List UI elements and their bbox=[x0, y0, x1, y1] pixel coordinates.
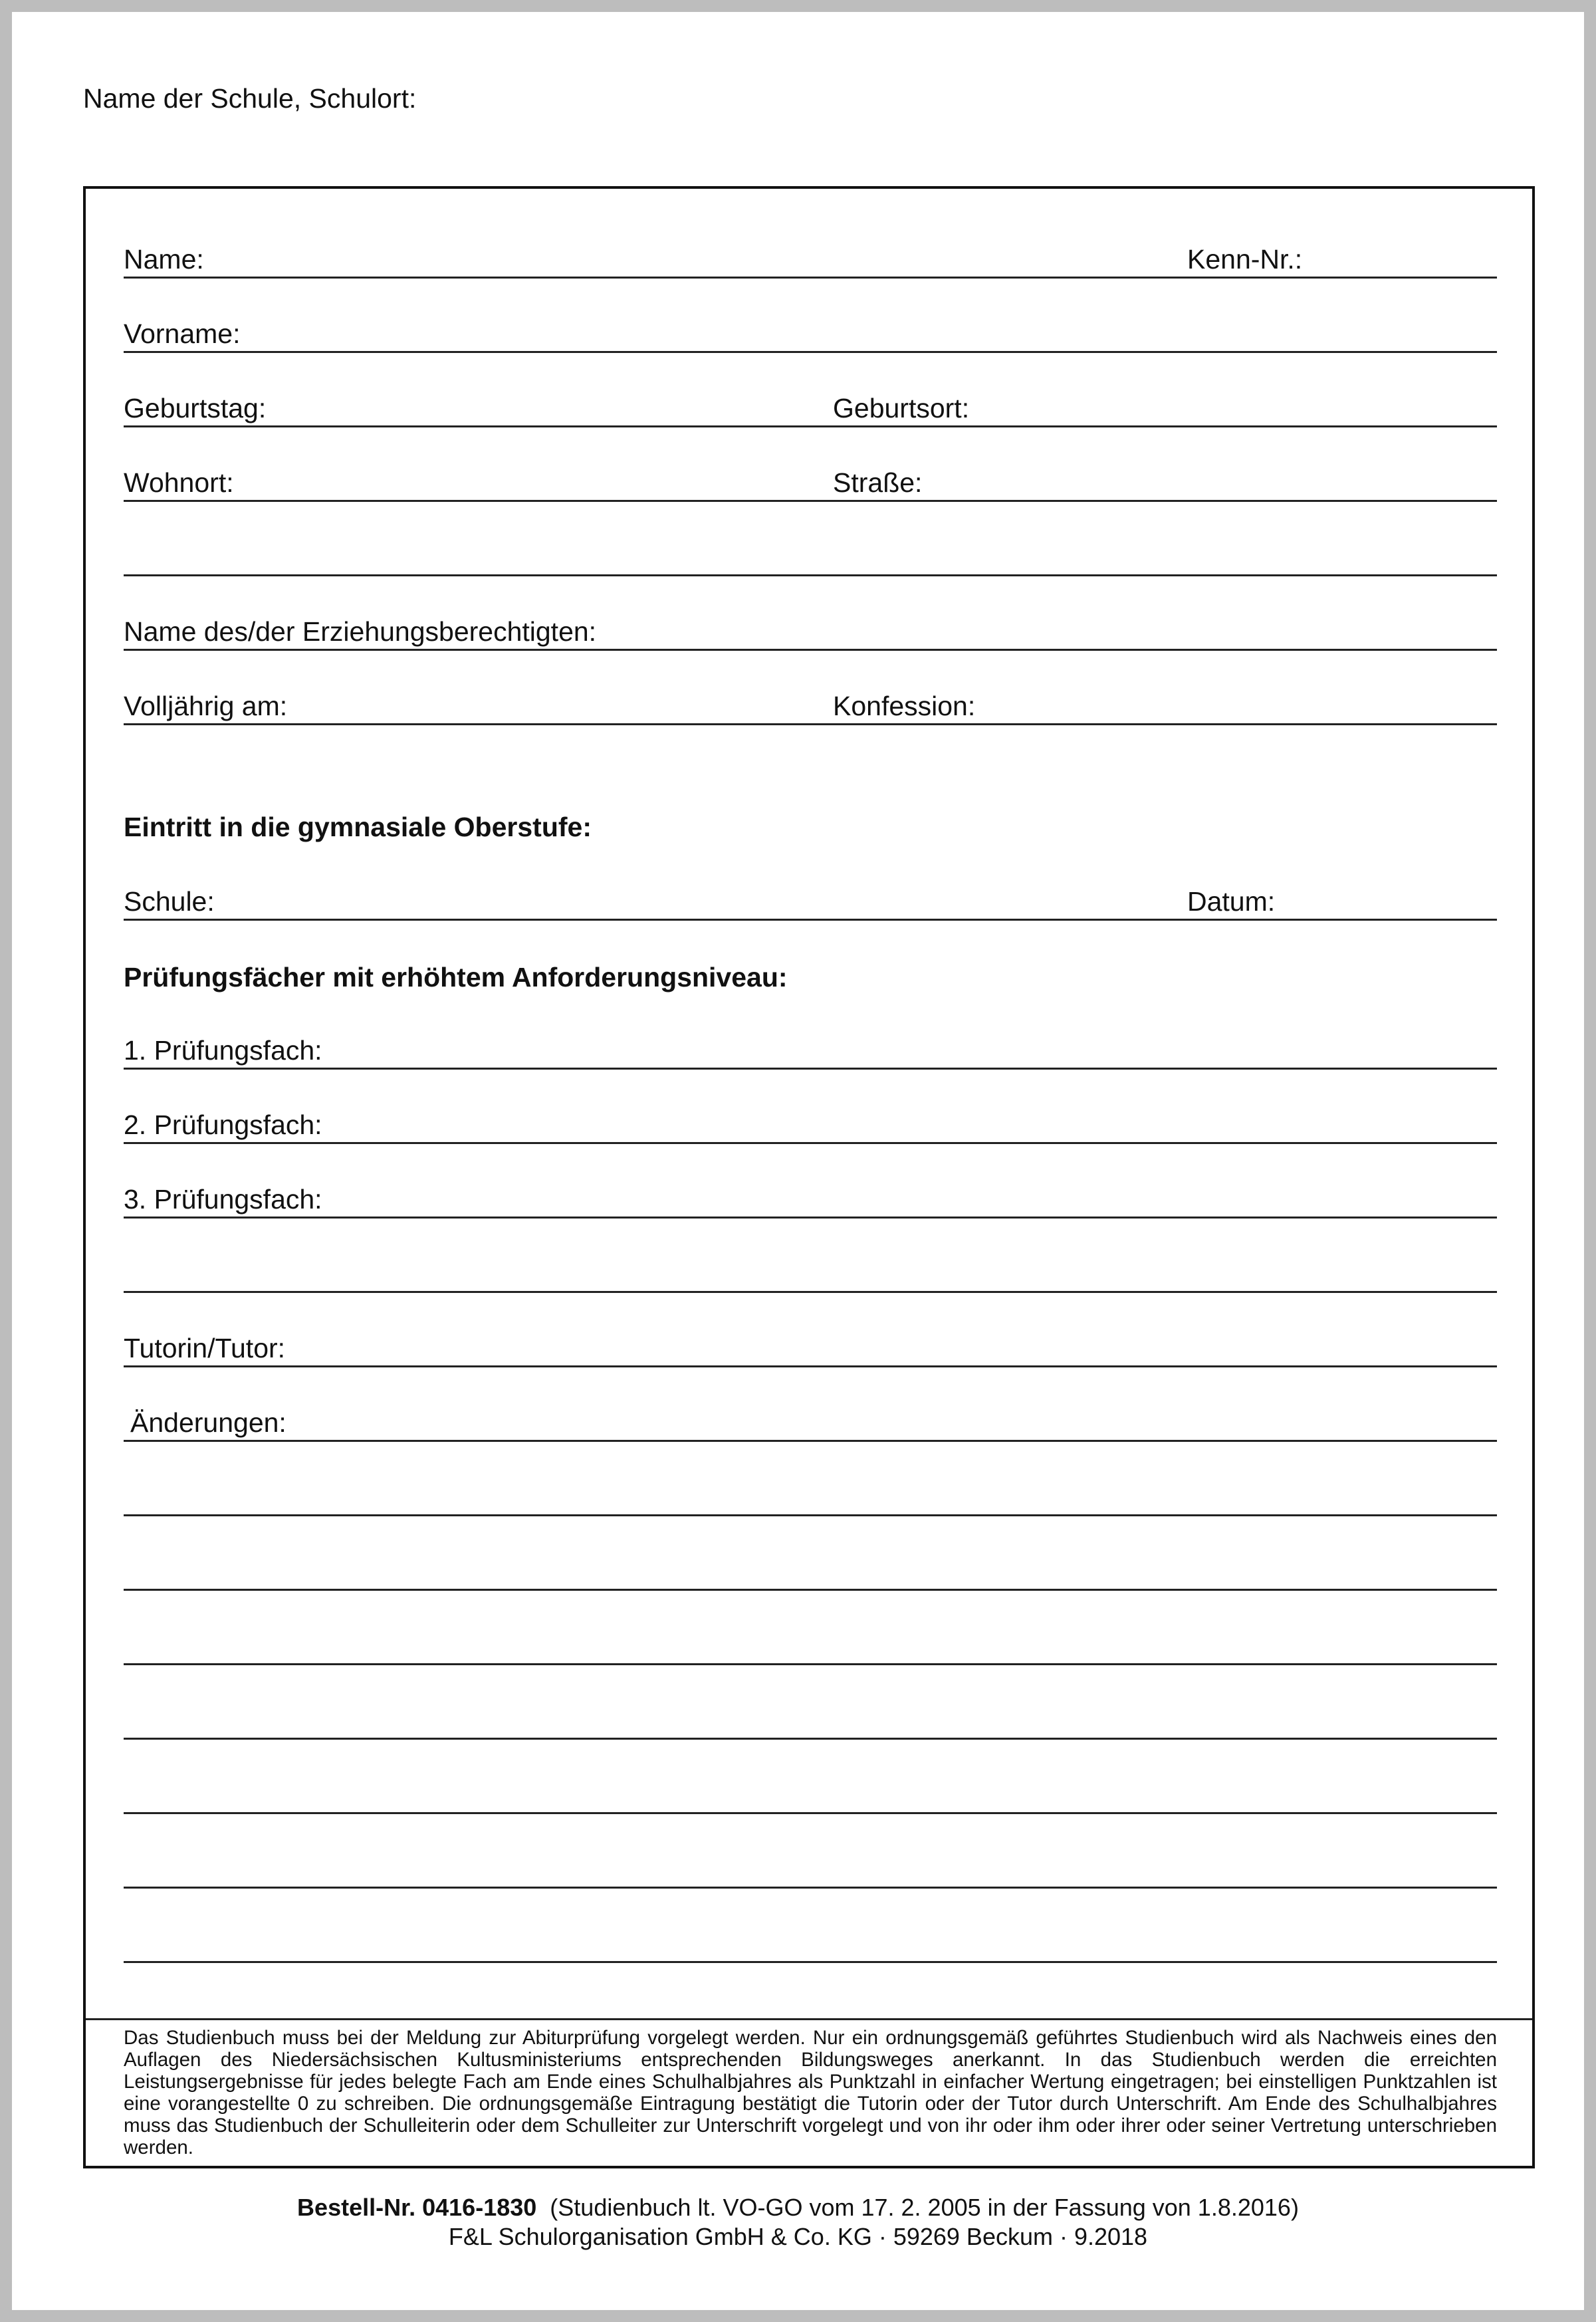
pruefungsfach-1-field[interactable] bbox=[124, 1010, 1497, 1070]
pruefungsfach-2-field[interactable] bbox=[124, 1084, 1497, 1144]
wohnort-label: Wohnort: bbox=[124, 467, 234, 498]
notice-text: Das Studienbuch muss bei der Meldung zur Abiturprüfung vorgelegt werden. Nur ein ordnungsgemäß geführtes Studienbuch wird als Nachweis eines den Auflagen des Niedersächsischen Kultusministeriums entsprechenden Bildungsweges anerkannt. In das Studienbuch werden die erreichten Leistungsergebnisse für jedes belegte Fach am Ende eines Schulhalbjahres als Punktzahl in einfacher Wertung eingetragen; bei einstelligen Punktzahlen ist eine vorangestellte 0 zu schreiben. Die ordnungsgemäße Eintragung bestätigt die Tutorin oder der Tutor durch Unterschrift. Am Ende des Schulhalbjahres muss das Studienbuch der Schulleiterin oder dem Schulleiter zur Unterschrift vorgelegt und von ihr oder ihm oder ihrer oder seiner Vertretung unterschrieben werden. bbox=[124, 2027, 1497, 2158]
eintritt-schule-field[interactable] bbox=[124, 861, 1497, 921]
geburt-field[interactable] bbox=[124, 368, 1497, 427]
aenderungen-field[interactable] bbox=[124, 1382, 1497, 1442]
vorname-field[interactable] bbox=[124, 293, 1497, 353]
pruefungsfach-3-label: 3. Prüfungsfach: bbox=[124, 1184, 322, 1215]
pruefungsfach-2-label: 2. Prüfungsfach: bbox=[124, 1109, 322, 1140]
tutor-label: Tutorin/Tutor: bbox=[124, 1333, 286, 1363]
aenderungen-line[interactable] bbox=[124, 1754, 1497, 1814]
aenderungen-line[interactable] bbox=[124, 1456, 1497, 1516]
pruefungsfaecher-heading: Prüfungsfächer mit erhöhtem Anforderungsniveau: bbox=[124, 962, 788, 992]
aenderungen-label: Änderungen: bbox=[130, 1407, 286, 1438]
wohnort-field[interactable] bbox=[124, 442, 1497, 502]
schule-label: Schule: bbox=[124, 886, 215, 917]
pruefungsfach-3-field[interactable] bbox=[124, 1159, 1497, 1219]
erziehungsberechtigte-field[interactable] bbox=[124, 591, 1497, 651]
volljaehrig-label: Volljährig am: bbox=[124, 691, 288, 721]
aenderungen-line[interactable] bbox=[124, 1829, 1497, 1889]
kenn-nr-label: Kenn-Nr.: bbox=[1187, 244, 1303, 275]
student-record-frame bbox=[83, 186, 1535, 2168]
geburtsort-label: Geburtsort: bbox=[833, 393, 970, 423]
aenderungen-line[interactable] bbox=[124, 1903, 1497, 1963]
school-name-label: Name der Schule, Schulort: bbox=[83, 83, 417, 114]
address-extra-line[interactable] bbox=[124, 517, 1497, 576]
name-label: Name: bbox=[124, 244, 204, 275]
datum-label: Datum: bbox=[1187, 886, 1276, 917]
publisher-line: F&L Schulorganisation GmbH & Co. KG · 59269 Beckum · 9.2018 bbox=[448, 2223, 1148, 2250]
pruefungsfach-1-label: 1. Prüfungsfach: bbox=[124, 1035, 322, 1066]
notice-box bbox=[86, 2018, 1532, 2166]
order-line bbox=[0, 2194, 1596, 2222]
konfession-label: Konfession: bbox=[833, 691, 976, 721]
tutor-field[interactable] bbox=[124, 1308, 1497, 1367]
aenderungen-line[interactable] bbox=[124, 1605, 1497, 1665]
aenderungen-line[interactable] bbox=[124, 1531, 1497, 1591]
name-field[interactable] bbox=[124, 219, 1497, 279]
geburtstag-label: Geburtstag: bbox=[124, 393, 267, 423]
aenderungen-line[interactable] bbox=[124, 1680, 1497, 1740]
strasse-label: Straße: bbox=[833, 467, 923, 498]
order-number: Bestell-Nr. 0416-1830 bbox=[297, 2194, 537, 2221]
vorname-label: Vorname: bbox=[124, 318, 241, 349]
erziehungsberechtigte-label: Name des/der Erziehungsberechtigten: bbox=[124, 616, 597, 647]
form-sheet bbox=[12, 12, 1584, 2310]
pruefungsfach-extra-line[interactable] bbox=[124, 1233, 1497, 1293]
eintritt-heading: Eintritt in die gymnasiale Oberstufe: bbox=[124, 812, 592, 842]
order-description: (Studienbuch lt. VO-GO vom 17. 2. 2005 in der Fassung von 1.8.2016) bbox=[550, 2194, 1299, 2221]
volljaehrig-field[interactable] bbox=[124, 665, 1497, 725]
